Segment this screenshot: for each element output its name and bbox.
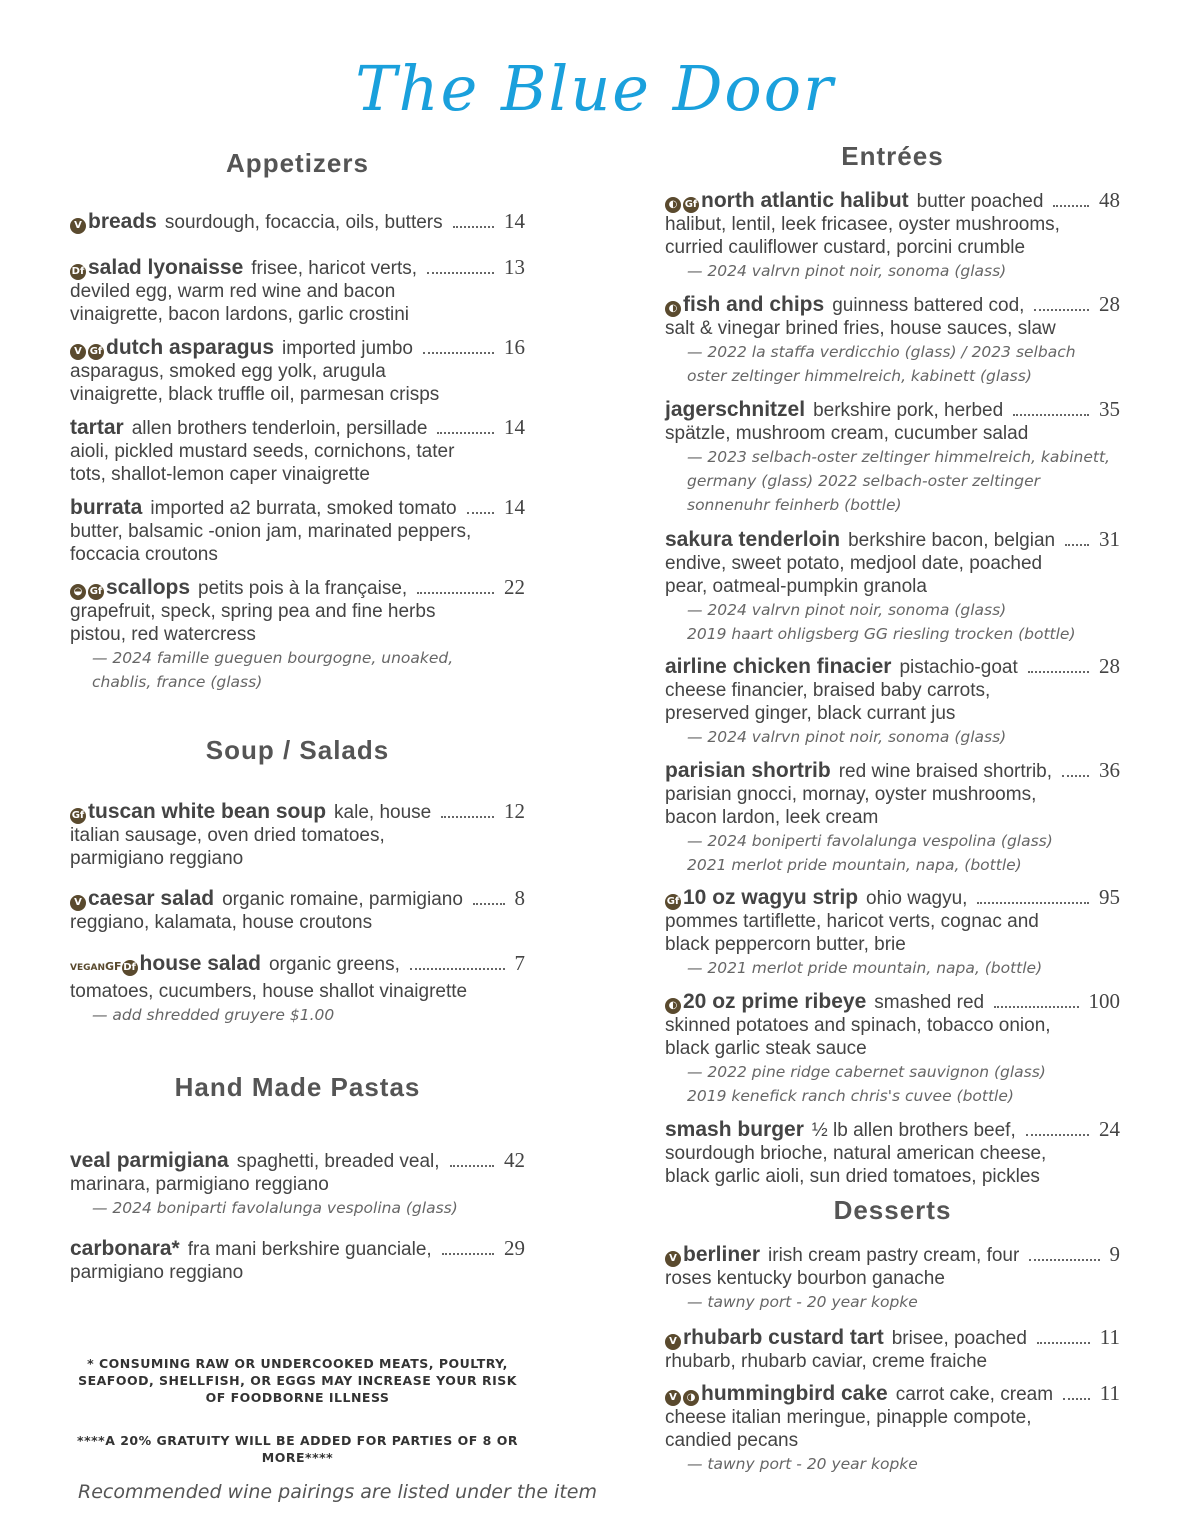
menu-item-description-line: cheese financier, braised baby carrots, (665, 680, 991, 701)
dot-leader (473, 903, 505, 905)
menu-item-description-line: endive, sweet potato, medjool date, poached (665, 553, 1043, 574)
menu-item-name: parisian shortrib (665, 759, 831, 782)
menu-item-price: 16 (504, 335, 525, 359)
menu-item-price: 13 (504, 255, 525, 279)
menu-item (70, 952, 525, 1027)
vegetarian-icon: V (665, 1334, 681, 1350)
menu-item (665, 1118, 1120, 1188)
wine-pairing: 2019 kenefick ranch chris's cuvee (bottle) (687, 1087, 1014, 1105)
menu-item (665, 886, 1120, 980)
menu-item-price: 31 (1099, 527, 1120, 551)
menu-item-description: ½ lb allen brothers beef, (811, 1120, 1016, 1141)
menu-item-price: 22 (504, 575, 525, 599)
dot-leader (441, 816, 494, 818)
dot-leader (977, 902, 1089, 904)
menu-item-description-line: vinaigrette, bacon lardons, garlic crostini (70, 304, 410, 325)
menu-item-header (70, 1237, 525, 1261)
menu-item-description: carrot cake, cream (895, 1384, 1054, 1405)
menu-item-description-line: pear, oatmeal-pumpkin granola (665, 576, 927, 597)
menu-item-description: butter poached (916, 191, 1044, 212)
menu-item-header (665, 886, 1120, 910)
wine-pairing: germany (glass) 2022 selbach-oster zeltinger (687, 472, 1041, 490)
menu-item-price: 28 (1099, 654, 1120, 678)
wine-pairing: chablis, france (glass) (92, 673, 263, 691)
menu-item-header (665, 1326, 1120, 1350)
dot-leader (1013, 414, 1089, 416)
menu-item-description: allen brothers tenderloin, persillade (131, 418, 428, 439)
section-heading-entrees: Entrées (841, 141, 944, 171)
dot-leader (1034, 309, 1089, 311)
wine-pairing: — 2023 selbach-oster zeltinger himmelreich, kabinett, (687, 448, 1110, 466)
menu-item-price: 28 (1099, 292, 1120, 316)
menu-item-price: 35 (1099, 397, 1120, 421)
menu-item-description-line: pommes tartiflette, haricot verts, cognac and (665, 911, 1039, 932)
dot-leader (1037, 1342, 1090, 1344)
vegetarian-icon: V (70, 895, 86, 911)
menu-item (70, 576, 525, 694)
menu-item-description-line: butter, balsamic -onion jam, marinated peppers, (70, 521, 472, 542)
menu-item-name: house salad (139, 952, 261, 975)
menu-item-description-line: parmigiano reggiano (70, 848, 244, 869)
menu-item (665, 1243, 1120, 1314)
wine-pairing: — 2022 la staffa verdicchio (glass) / 2023 selbach (687, 343, 1076, 361)
menu-item-header (70, 336, 525, 360)
menu-item-header (70, 576, 525, 600)
menu-item-price: 11 (1099, 1381, 1120, 1405)
wine-pairing: — 2024 valrvn pinot noir, sonoma (glass) (687, 601, 1007, 619)
vegetarian-icon: V (665, 1390, 681, 1406)
wine-pairing: — tawny port - 20 year kopke (687, 1455, 918, 1473)
wine-pairing: sonnenuhr feinherb (bottle) (687, 496, 902, 514)
menu-item (70, 496, 525, 566)
wine-pairing: 2019 haart ohligsberg GG riesling trocken (bottle) (687, 625, 1076, 643)
menu-item (70, 1149, 525, 1220)
menu-item-header (665, 1118, 1120, 1142)
dot-leader (994, 1006, 1078, 1008)
menu-item-header (70, 1149, 525, 1173)
vegetarian-icon: V (70, 218, 86, 234)
menu-item (70, 416, 525, 486)
menu-item-name: north atlantic halibut (701, 189, 909, 212)
gluten-free-icon: Gf (88, 344, 104, 360)
raw-food-warning: * CONSUMING RAW OR UNDERCOOKED MEATS, POULTRY, SEAFOOD, SHELLFISH, OR EGGS MAY INCREASE YOUR RISK OF FOODBORNE ILLNESS (78, 1356, 517, 1405)
menu-item-name: salad lyonaisse (88, 256, 244, 279)
menu-item-price: 9 (1109, 1242, 1120, 1266)
wine-pairing: oster zeltinger himmelreich, kabinett (glass) (687, 367, 1032, 385)
menu-item-description-line: rhubarb, rhubarb caviar, creme fraiche (665, 1351, 988, 1372)
menu-item-description-line: marinara, parmigiano reggiano (70, 1174, 329, 1195)
menu-item-description-line: black garlic steak sauce (665, 1038, 867, 1059)
dairy-free-icon: Df (122, 960, 138, 976)
restaurant-title: The Blue Door (355, 52, 835, 125)
dot-leader (467, 512, 494, 514)
menu-item-name: veal parmigiana (70, 1149, 229, 1172)
menu-item (665, 293, 1120, 388)
menu-item-description: irish cream pastry cream, four (768, 1245, 1020, 1266)
menu-item-header (70, 952, 525, 980)
menu-item-price: 11 (1099, 1325, 1120, 1349)
menu-item-name: caesar salad (88, 887, 215, 910)
section-heading-desserts: Desserts (833, 1195, 952, 1225)
wine-pairing: 2021 merlot pride mountain, napa, (bottle) (687, 856, 1022, 874)
menu-item-description-line: aioli, pickled mustard seeds, cornichons, tater (70, 441, 455, 462)
menu-item (665, 655, 1120, 749)
menu-item (665, 398, 1120, 517)
menu-item-description: imported a2 burrata, smoked tomato (150, 498, 457, 519)
dot-leader (1063, 1398, 1090, 1400)
dot-leader (453, 226, 494, 228)
menu-item (70, 210, 525, 234)
menu-item-description-line: cheese italian meringue, pinapple compote, (665, 1407, 1032, 1428)
wine-pairing-footnote: Recommended wine pairings are listed under the item (78, 1481, 597, 1503)
menu-item-header (70, 887, 525, 911)
menu-item-description: frisee, haricot verts, (251, 258, 418, 279)
menu-item-description: berkshire pork, herbed (813, 400, 1004, 421)
menu-item-name: scallops (106, 576, 191, 599)
menu-item-header (665, 293, 1120, 317)
gratuity-notice: ****A 20% GRATUITY WILL BE ADDED FOR PARTIES OF 8 OR MORE**** (77, 1433, 518, 1465)
dairy-free-icon: Df (70, 264, 86, 280)
fish-icon: ◐ (665, 301, 681, 317)
wine-pairing: — 2024 famille gueguen bourgogne, unoaked, (92, 649, 454, 667)
dot-leader (1026, 1134, 1089, 1136)
dot-leader (442, 1253, 494, 1255)
menu-item-header (665, 1382, 1120, 1406)
menu-item-name: sakura tenderloin (665, 528, 841, 551)
menu-item-description: petits pois à la française, (198, 578, 408, 599)
menu-item (665, 1382, 1120, 1476)
menu-item-description-line: tots, shallot-lemon caper vinaigrette (70, 464, 370, 485)
wine-pairing: — 2024 boniperti favolalunga vespolina (glass) (687, 832, 1053, 850)
menu-item-description-line: parmigiano reggiano (70, 1262, 244, 1283)
dot-leader (1028, 671, 1089, 673)
menu-item-description-line: halibut, lentil, leek fricasee, oyster mushrooms, (665, 214, 1060, 235)
menu-item-description: red wine braised shortrib, (838, 761, 1053, 782)
menu-item-description-line: skinned potatoes and spinach, tobacco onion, (665, 1015, 1051, 1036)
menu-item-description-line: reggiano, kalamata, house croutons (70, 912, 373, 933)
gluten-free-icon: Gf (88, 584, 104, 600)
menu-item-description: berkshire bacon, belgian (848, 530, 1056, 551)
gluten-free-icon: Gf (665, 894, 681, 910)
menu-item-name: fish and chips (683, 293, 825, 316)
menu-item-price: 48 (1099, 188, 1120, 212)
menu-item-name: 10 oz wagyu strip (683, 886, 859, 909)
menu-item-description-line: parisian gnocci, mornay, oyster mushrooms, (665, 784, 1037, 805)
menu-item-description-line: deviled egg, warm red wine and bacon (70, 281, 396, 302)
menu-item-description-line: grapefruit, speck, spring pea and fine herbs (70, 601, 436, 622)
menu-item-description-line: vinaigrette, black truffle oil, parmesan crisps (70, 384, 440, 405)
menu-item-price: 7 (514, 951, 525, 975)
wine-pairing: — tawny port - 20 year kopke (687, 1293, 918, 1311)
menu-item-price: 8 (514, 886, 525, 910)
menu-item-name: berliner (683, 1243, 761, 1266)
menu-item-description: brisee, poached (891, 1328, 1027, 1349)
vegetarian-icon: V (665, 1251, 681, 1267)
menu-item-price: 100 (1088, 989, 1120, 1013)
menu-item (665, 759, 1120, 877)
vegetarian-icon: V (70, 344, 86, 360)
menu-item (665, 990, 1120, 1108)
menu-item-description-line: bacon lardon, leek cream (665, 807, 879, 828)
menu-item-name: burrata (70, 496, 143, 519)
wine-pairing: — 2021 merlot pride mountain, napa, (bottle) (687, 959, 1043, 977)
menu-item-description-line: pistou, red watercress (70, 624, 256, 645)
menu-item-description-line: preserved ginger, black currant jus (665, 703, 956, 724)
menu-item-description: spaghetti, breaded veal, (236, 1151, 440, 1172)
shellfish-icon: ◒ (70, 584, 86, 600)
menu-item-description-line: sourdough brioche, natural american cheese, (665, 1143, 1047, 1164)
menu-item (70, 336, 525, 406)
menu-item-name: dutch asparagus (106, 336, 275, 359)
vegan-icon: VEGAN (70, 963, 105, 973)
menu-item-price: 42 (504, 1148, 525, 1172)
fish-icon: ◐ (665, 197, 681, 213)
menu-item-name: rhubarb custard tart (683, 1326, 884, 1349)
menu-item-description-line: spätzle, mushroom cream, cucumber salad (665, 423, 1029, 444)
menu-item-name: airline chicken finacier (665, 655, 892, 678)
dot-leader (423, 352, 494, 354)
menu-item-name: hummingbird cake (701, 1382, 888, 1405)
menu-item-header (665, 398, 1120, 422)
menu-item-name: 20 oz prime ribeye (683, 990, 867, 1013)
menu-item-price: 36 (1099, 758, 1120, 782)
menu-item (70, 887, 525, 934)
gf-icon: GF (105, 960, 122, 973)
menu-item-name: carbonara* (70, 1237, 180, 1260)
wine-pairing: — 2024 valrvn pinot noir, sonoma (glass) (687, 262, 1007, 280)
section-heading-soup-salads: Soup / Salads (205, 735, 390, 765)
menu-item-description-line: roses kentucky bourbon ganache (665, 1268, 945, 1289)
menu-item-price: 29 (504, 1236, 525, 1260)
menu-item-description: fra mani berkshire guanciale, (187, 1239, 432, 1260)
menu-item-description: organic romaine, parmigiano (222, 889, 463, 910)
gluten-free-icon: Gf (70, 808, 86, 824)
menu-item (70, 1237, 525, 1284)
menu-item-header (70, 800, 525, 824)
dot-leader (410, 968, 505, 970)
menu-item-header (70, 256, 525, 280)
menu-item-description: imported jumbo (282, 338, 413, 359)
menu-item-description: organic greens, (268, 954, 400, 975)
menu-item (70, 256, 525, 326)
menu-item-header (665, 990, 1120, 1014)
menu-item-description-line: black peppercorn butter, brie (665, 934, 906, 955)
menu-item-description-line: italian sausage, oven dried tomatoes, (70, 825, 385, 846)
dot-leader (1053, 205, 1089, 207)
wine-pairing: — 2022 pine ridge cabernet sauvignon (glass) (687, 1063, 1046, 1081)
menu-item-header (70, 496, 525, 520)
menu-item-description: pistachio-goat (899, 657, 1018, 678)
menu-item-header (665, 1243, 1120, 1267)
dot-leader (437, 432, 494, 434)
section-heading-pastas: Hand Made Pastas (174, 1072, 421, 1102)
menu-item-name: tartar (70, 416, 124, 439)
menu-item-description-line: asparagus, smoked egg yolk, arugula (70, 361, 386, 382)
menu-item-description: guinness battered cod, (832, 295, 1025, 316)
menu-item-header (665, 655, 1120, 679)
menu-item-price: 24 (1099, 1117, 1120, 1141)
fish-icon: ◐ (665, 998, 681, 1014)
wine-pairing: — add shredded gruyere $1.00 (92, 1006, 335, 1024)
menu-item-description: kale, house (334, 802, 432, 823)
menu-item-description: ohio wagyu, (866, 888, 968, 909)
menu-item-price: 12 (504, 799, 525, 823)
dot-leader (417, 592, 494, 594)
nut-icon: ◑ (683, 1390, 699, 1406)
menu-item-description-line: candied pecans (665, 1430, 799, 1451)
menu-item-description-line: tomatoes, cucumbers, house shallot vinaigrette (70, 981, 468, 1002)
wine-pairing: — 2024 valrvn pinot noir, sonoma (glass) (687, 728, 1007, 746)
menu-item-price: 95 (1099, 885, 1120, 909)
menu-item-price: 14 (504, 209, 525, 233)
gluten-free-icon: Gf (683, 197, 699, 213)
dot-leader (427, 272, 494, 274)
dot-leader (1029, 1259, 1099, 1261)
menu-item (665, 1326, 1120, 1373)
menu-item-name: breads (88, 210, 157, 233)
menu-item-name: jagerschnitzel (665, 398, 806, 421)
dot-leader (1062, 775, 1089, 777)
menu-item-header (665, 189, 1120, 213)
menu-item-price: 14 (504, 415, 525, 439)
menu-item-description-line: salt & vinegar brined fries, house sauces, slaw (665, 318, 1056, 339)
menu-item-description-line: foccacia croutons (70, 544, 218, 565)
menu-item-header (70, 210, 525, 234)
menu-item (665, 189, 1120, 283)
menu-item-price: 14 (504, 495, 525, 519)
menu-item-name: smash burger (665, 1118, 804, 1141)
menu-item (70, 800, 525, 870)
menu-item (665, 528, 1120, 646)
section-heading-appetizers: Appetizers (226, 148, 369, 178)
menu-item-header (70, 416, 525, 440)
menu-item-header (665, 528, 1120, 552)
menu-item-description: sourdough, focaccia, oils, butters (164, 212, 443, 233)
menu-item-description-line: curried cauliflower custard, porcini crumble (665, 237, 1026, 258)
menu-item-description: smashed red (874, 992, 985, 1013)
dot-leader (450, 1165, 494, 1167)
menu-item-header (665, 759, 1120, 783)
menu-item-description-line: black garlic aioli, sun dried tomatoes, pickles (665, 1166, 1040, 1187)
wine-pairing: — 2024 boniparti favolalunga vespolina (glass) (92, 1199, 458, 1217)
dot-leader (1065, 544, 1089, 546)
menu-item-name: tuscan white bean soup (88, 800, 327, 823)
